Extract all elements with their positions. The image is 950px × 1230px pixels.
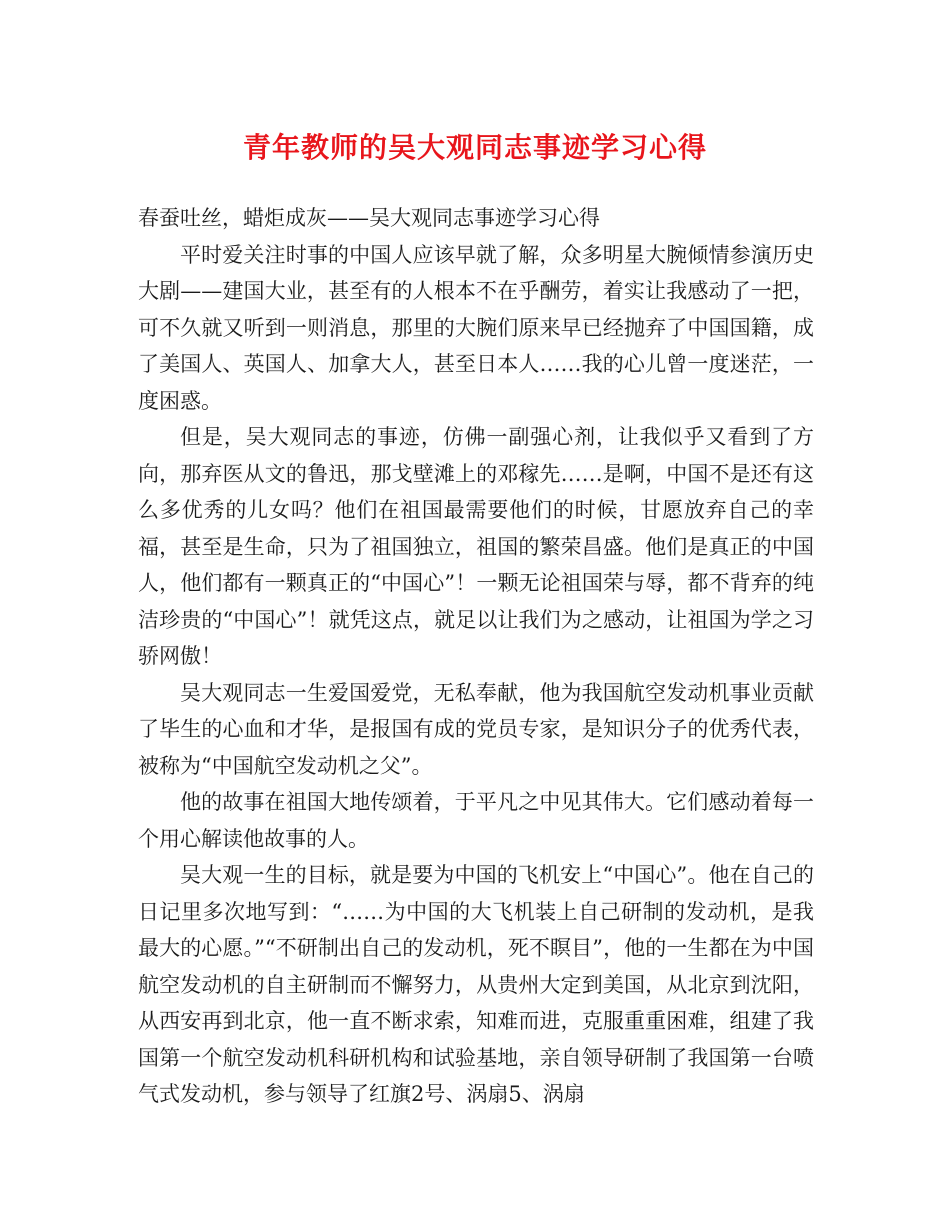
document-body [138, 200, 814, 1113]
paragraph-2: 但是，吴大观同志的事迹，仿佛一副强心剂，让我似乎又看到了方向，那弃医从文的鲁迅，那戈壁滩上的邓稼先……是啊，中国不是还有这么多优秀的儿女吗？他们在祖国最需要他们的时候，甘愿放弃自己的幸福，甚至是生命，只为了祖国独立，祖国的繁荣昌盛。他们是真正的中国人，他们都有一颗真正的“中国心”！一颗无论祖国荣与辱，都不背弃的纯洁珍贵的“中国心”！就凭这点，就足以让我们为之感动，让祖国为学之习骄网傲！ [138, 425, 814, 668]
paragraph-1: 平时爱关注时事的中国人应该早就了解，众多明星大腕倾情参演历史大剧——建国大业，甚至有的人根本不在乎酬劳，着实让我感动了一把，可不久就又听到一则消息，那里的大腕们原来早已经抛弃了中国国籍，成了美国人、英国人、加拿大人，甚至日本人……我的心儿曾一度迷茫，一度困惑。 [138, 242, 814, 413]
page-title: 青年教师的吴大观同志事迹学习心得 [242, 131, 707, 164]
paragraph-3: 吴大观同志一生爱国爱党，无私奉献，他为我国航空发动机事业贡献了毕生的心血和才华，是报国有成的党员专家，是知识分子的优秀代表，被称为“中国航空发动机之父”。 [138, 680, 814, 778]
paragraph-5: 吴大观一生的目标，就是要为中国的飞机安上“中国心”。他在自己的日记里多次地写到：“……为中国的大飞机装上自己研制的发动机，是我最大的心愿。”“不研制出自己的发动机，死不瞑目”，他的一生都在为中国航空发动机的自主研制而不懈努力，从贵州大定到美国，从北京到沈阳，从西安再到北京，他一直不断求索，知难而进，克服重重困难，组建了我国第一个航空发动机科研机构和试验基地，亲自领导研制了我国第一台喷气式发动机，参与领导了红旗2号、涡扇5、涡扇 [138, 863, 814, 1106]
paragraph-4: 他的故事在祖国大地传颂着，于平凡之中见其伟大。它们感动着每一个用心解读他故事的人。 [138, 790, 814, 851]
document-subtitle: 春蚕吐丝，蜡炬成灰——吴大观同志事迹学习心得 [138, 206, 600, 230]
